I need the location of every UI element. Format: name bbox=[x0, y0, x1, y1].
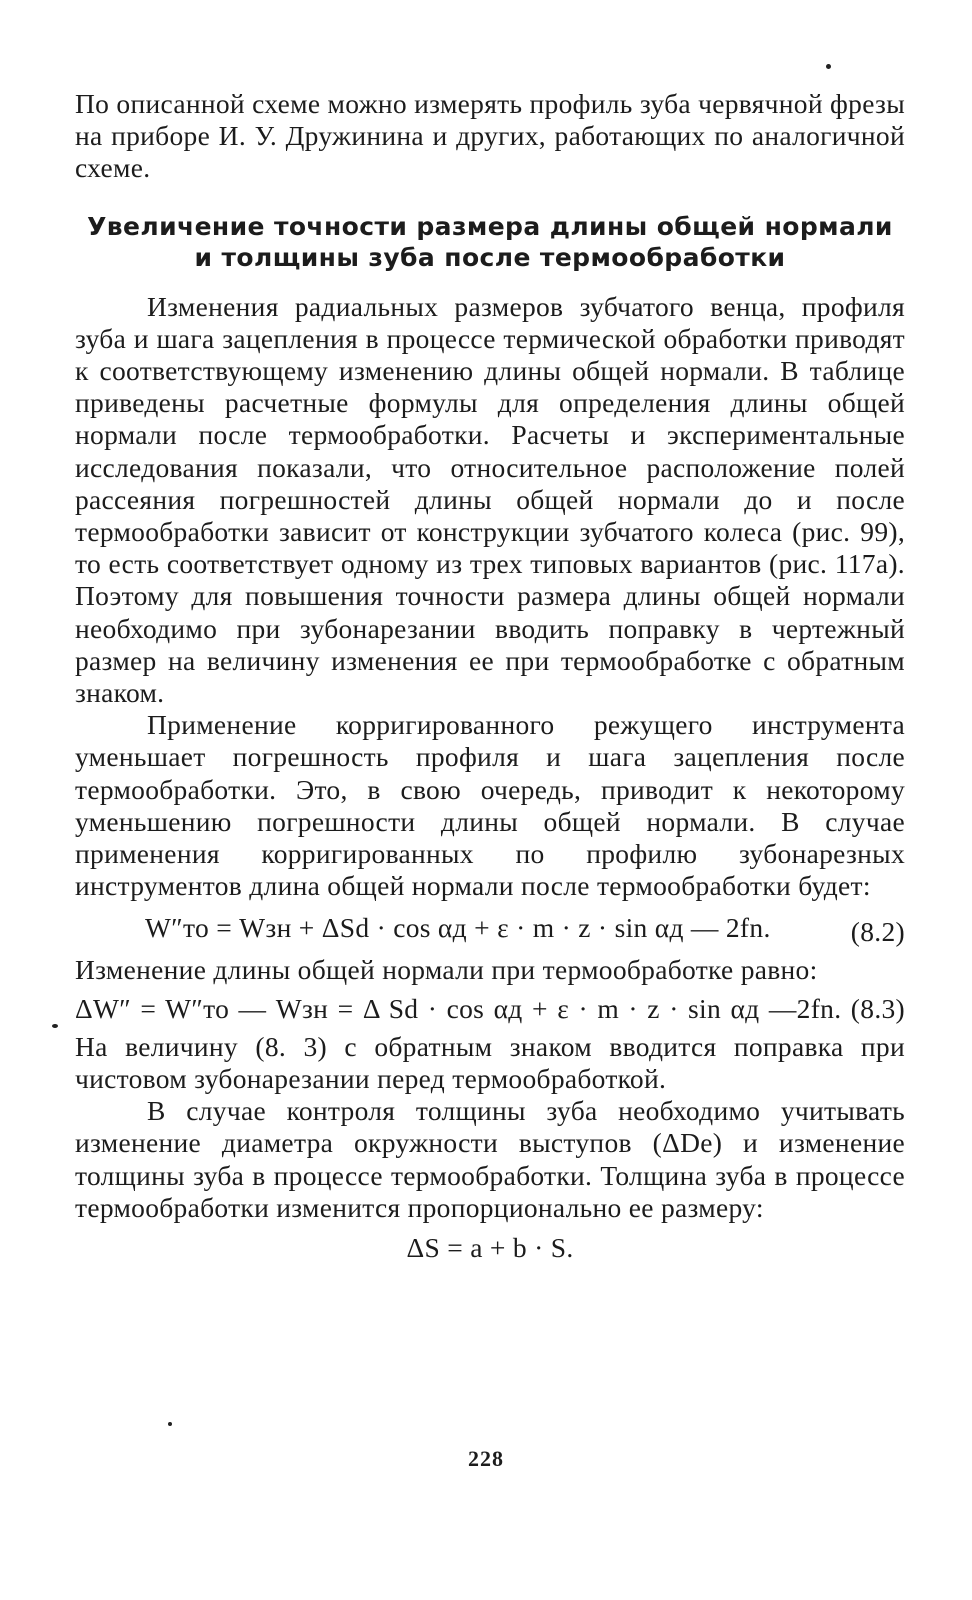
paragraph-2: Применение корригированного режущего инструмента уменьшает погрешность профиля и шага зацепления после термообработки. Это, в свою очередь, приводит к некоторому уменьшению погрешности длины общей нормали. В случае применения корригированных по профилю зубонарезных инструментов длина общей нормали после термообработки будет: bbox=[75, 709, 905, 902]
scan-speck bbox=[826, 64, 831, 69]
formula-8-2-number: (8.2) bbox=[850, 916, 905, 948]
formula-8-2 bbox=[75, 908, 905, 948]
formula-final: ΔS = a + b · S. bbox=[406, 1232, 574, 1264]
intro-paragraph: По описанной схеме можно измерять профиль зуба червячной фрезы на приборе И. У. Дружинина и других, работающих по аналогичной схеме. bbox=[75, 88, 905, 184]
page-number: 228 bbox=[468, 1446, 504, 1471]
page-body bbox=[75, 88, 905, 1264]
formula-8-3: ΔW″ = W″то — Wзн = Δ Sd · cos αд + ε · m · z · sin αд —2fn. (8.3) bbox=[75, 992, 905, 1024]
formula-8-2-expression: W″то = Wзн + ΔSd · cos αд + ε · m · z · sin αд — 2fn. bbox=[145, 912, 771, 944]
section-heading bbox=[75, 211, 905, 273]
scan-speck bbox=[168, 1422, 172, 1426]
scan-speck bbox=[52, 1024, 58, 1028]
section-heading-line-2: и толщины зуба после термообработки bbox=[194, 242, 786, 272]
paragraph-3: Изменение длины общей нормали при термообработке равно: bbox=[75, 954, 818, 986]
section-heading-line-1: Увеличение точности размера длины общей нормали bbox=[87, 211, 893, 241]
paragraph-1: Изменения радиальных размеров зубчатого венца, профиля зуба и шага зацепления в процессе термической обработки приводят к соответствующему изменению длины общей нормали. В таблице приведены расчетные формулы для определения длины общей нормали после термообработки. Расчеты и экспериментальные исследования показали, что относительное расположение полей рассеяния погрешностей длины общей нормали до и после термообработки зависит от конструкции зубчатого колеса (рис. 99), то есть соответствует одному из трех типовых вариантов (рис. 117а). Поэтому для повышения точности размера длины общей нормали необходимо при зубонарезании вводить поправку в чертежный размер на величину изменения ее при термообработке с обратным знаком. bbox=[75, 290, 905, 709]
paragraph-4: На величину (8. 3) с обратным знаком вводится поправка при чистовом зубонарезании перед термообработкой. bbox=[75, 1030, 905, 1095]
paragraph-5: В случае контроля толщины зуба необходимо учитывать изменение диаметра окружности выступов (ΔDe) и изменение толщины зуба в процессе термообработки. Толщина зуба в процессе термообработки изменится пропорционально ее размеру: bbox=[75, 1095, 905, 1223]
